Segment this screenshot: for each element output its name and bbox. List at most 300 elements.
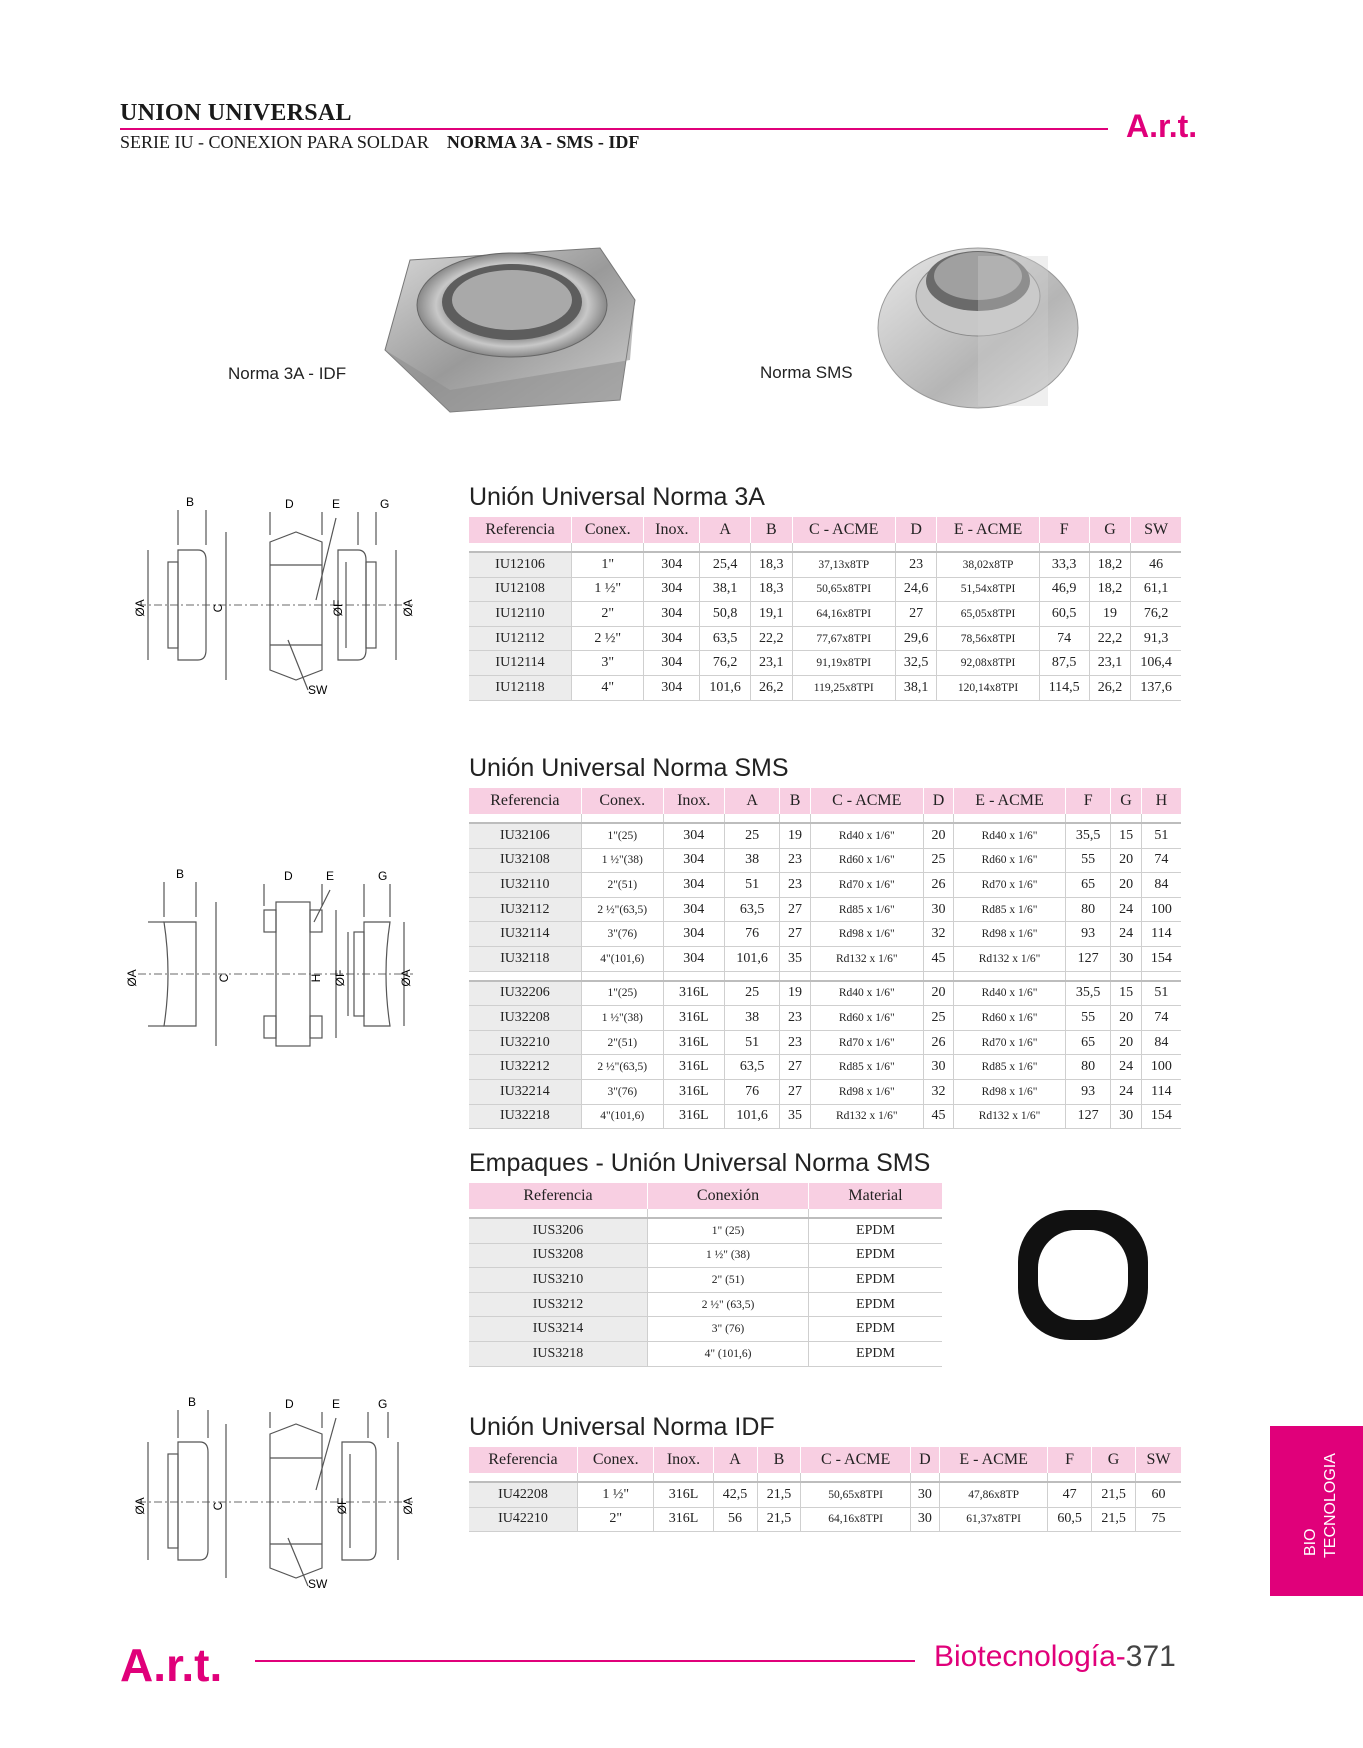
cell-last: 91,3 (1131, 626, 1181, 651)
table-3a (469, 517, 1181, 701)
cell-f: 127 (1065, 946, 1110, 971)
col-c: C - ACME (801, 1447, 910, 1473)
cell-d: 20 (923, 981, 953, 1006)
table-row (469, 626, 1181, 651)
cell-f: 47 (1048, 1482, 1092, 1507)
col-conexion: Conexión (648, 1183, 809, 1209)
cell-g: 22,2 (1089, 626, 1131, 651)
table-row (469, 552, 1181, 577)
page-subtitle (120, 132, 639, 153)
cell-g: 18,2 (1089, 552, 1131, 577)
cell-referencia: IU42208 (469, 1482, 578, 1507)
section-title-idf: Unión Universal Norma IDF (469, 1413, 775, 1441)
col-d: D (910, 1447, 939, 1473)
cell-c: 50,65x8TPI (801, 1482, 910, 1507)
cell-b: 35 (780, 946, 810, 971)
col-inox: Inox. (654, 1447, 713, 1473)
cell-f: 60,5 (1048, 1507, 1092, 1532)
cell-referencia: IU12118 (469, 675, 572, 700)
dim-sw-label: SW (308, 683, 328, 697)
cell-e: Rd132 x 1/6" (954, 1104, 1066, 1129)
cell-c: 64,16x8TPI (792, 602, 895, 627)
cell-b: 23 (780, 848, 810, 873)
table-spacer (469, 1473, 1181, 1482)
table-row (469, 1243, 942, 1268)
cell-material: EPDM (809, 1268, 943, 1293)
cell-c: Rd40 x 1/6" (810, 981, 923, 1006)
cell-referencia: IU32206 (469, 981, 581, 1006)
cell-c: Rd98 x 1/6" (810, 1079, 923, 1104)
cell-d: 25 (923, 1006, 953, 1031)
cell-conexion: 2" (51) (648, 1268, 809, 1293)
table-row (469, 946, 1181, 971)
cell-e: 51,54x8TPI (937, 577, 1039, 602)
cell-a: 38 (724, 848, 780, 873)
cell-e: 47,86x8TP (940, 1482, 1048, 1507)
cell-f: 55 (1065, 848, 1110, 873)
cell-referencia: IUS3214 (469, 1317, 648, 1342)
cell-referencia: IU32112 (469, 897, 581, 922)
cell-referencia: IUS3212 (469, 1292, 648, 1317)
photo-caption-sms: Norma SMS (760, 363, 853, 382)
table-row (469, 675, 1181, 700)
cell-f: 35,5 (1065, 981, 1110, 1006)
cell-a: 42,5 (713, 1482, 757, 1507)
col-sw: SW (1136, 1447, 1181, 1473)
dim-a-label: ØA (399, 969, 413, 987)
cell-c: Rd85 x 1/6" (810, 897, 923, 922)
section-side-tab (1270, 1426, 1363, 1596)
cell-inox: 304 (663, 848, 724, 873)
cell-referencia: IUS3208 (469, 1243, 648, 1268)
cell-e: Rd40 x 1/6" (954, 981, 1066, 1006)
cell-b: 23 (780, 1006, 810, 1031)
cell-b: 23 (780, 1030, 810, 1055)
table-row (469, 1507, 1181, 1532)
dim-e-label: E (326, 869, 335, 883)
section-title-sms: Unión Universal Norma SMS (469, 754, 789, 782)
cell-conex: 3" (572, 651, 644, 676)
table-row (469, 823, 1181, 848)
cell-material: EPDM (809, 1341, 943, 1366)
dim-h-label: H (309, 973, 323, 983)
table-header-row (469, 1447, 1181, 1473)
dim-sw-label: SW (308, 1577, 328, 1591)
col-b: B (751, 517, 793, 543)
cell-b: 23 (780, 873, 810, 898)
cell-conexion: 1" (25) (648, 1218, 809, 1243)
cell-inox: 304 (663, 823, 724, 848)
cell-inox: 316L (663, 1030, 724, 1055)
norms-text: NORMA 3A - SMS - IDF (446, 132, 640, 152)
cell-e: Rd98 x 1/6" (954, 1079, 1066, 1104)
cell-material: EPDM (809, 1243, 943, 1268)
cell-g: 26,2 (1089, 675, 1131, 700)
cell-c: 64,16x8TPI (801, 1507, 910, 1532)
cell-conexion: 1 ½" (38) (648, 1243, 809, 1268)
cell-material: EPDM (809, 1218, 943, 1243)
col-b: B (757, 1447, 801, 1473)
cell-d: 32 (923, 1079, 953, 1104)
col-e: E - ACME (937, 517, 1039, 543)
gasket-photo (1012, 1204, 1154, 1346)
cell-b: 35 (780, 1104, 810, 1129)
side-tab-line1: BIO (1302, 1528, 1319, 1556)
cell-conex: 1"(25) (581, 823, 663, 848)
cell-referencia: IU12114 (469, 651, 572, 676)
cell-conex: 1" (572, 552, 644, 577)
cell-f: 33,3 (1039, 552, 1089, 577)
cell-inox: 316L (654, 1507, 713, 1532)
cell-a: 25 (724, 823, 780, 848)
cell-e: Rd40 x 1/6" (954, 823, 1066, 848)
dim-a-label: ØA (125, 969, 139, 987)
table-row (469, 922, 1181, 947)
cell-f: 127 (1065, 1104, 1110, 1129)
cell-last: 154 (1141, 1104, 1181, 1129)
cell-last: 84 (1141, 1030, 1181, 1055)
dim-g-label: G (378, 1397, 388, 1411)
cell-f: 46,9 (1039, 577, 1089, 602)
table-spacer (469, 814, 1181, 823)
cell-last: 74 (1141, 848, 1181, 873)
table-row (469, 873, 1181, 898)
col-a: A (713, 1447, 757, 1473)
cell-g: 15 (1111, 981, 1141, 1006)
footer-section: Biotecnología- (934, 1640, 1126, 1673)
cell-b: 21,5 (757, 1482, 801, 1507)
col-conex: Conex. (572, 517, 644, 543)
cell-referencia: IU32208 (469, 1006, 581, 1031)
cell-g: 15 (1111, 823, 1141, 848)
cell-last: 114 (1141, 1079, 1181, 1104)
dim-d-label: D (285, 497, 294, 511)
cell-e: Rd60 x 1/6" (954, 1006, 1066, 1031)
table-header-row (469, 517, 1181, 543)
cell-a: 101,6 (700, 675, 751, 700)
cell-d: 26 (923, 1030, 953, 1055)
drawing-idf (128, 1390, 413, 1600)
dim-g-label: G (378, 869, 388, 883)
cell-b: 26,2 (751, 675, 793, 700)
series-text: SERIE IU - CONEXION PARA SOLDAR (120, 132, 429, 152)
cell-a: 50,8 (700, 602, 751, 627)
cell-c: Rd132 x 1/6" (810, 1104, 923, 1129)
table-row (469, 1006, 1181, 1031)
cell-last: 114 (1141, 922, 1181, 947)
table-header-row (469, 1183, 942, 1209)
cell-conex: 2"(51) (581, 873, 663, 898)
table-idf (469, 1447, 1181, 1532)
cell-material: EPDM (809, 1317, 943, 1342)
dim-g-label: G (380, 497, 390, 511)
col-material: Material (809, 1183, 943, 1209)
cell-last: 51 (1141, 823, 1181, 848)
cell-e: Rd98 x 1/6" (954, 922, 1066, 947)
cell-e: 61,37x8TPI (940, 1507, 1048, 1532)
cell-inox: 304 (663, 897, 724, 922)
cell-last: 60 (1136, 1482, 1181, 1507)
dim-e-label: E (332, 497, 341, 511)
cell-c: 119,25x8TPI (792, 675, 895, 700)
table-row (469, 1055, 1181, 1080)
page-number: 371 (1125, 1640, 1176, 1673)
drawing-sms (125, 862, 413, 1052)
cell-c: 91,19x8TPI (792, 651, 895, 676)
cell-conex: 2"(51) (581, 1030, 663, 1055)
col-d: D (923, 788, 953, 814)
drawing-3a (128, 490, 413, 700)
side-tab-line2: TECNOLOGIA (1322, 1453, 1339, 1558)
brand-logo-footer: A.r.t. (120, 1639, 223, 1691)
cell-b: 27 (780, 897, 810, 922)
dim-f-label: ØF (333, 969, 347, 987)
cell-conex: 2 ½"(63,5) (581, 1055, 663, 1080)
cell-g: 21,5 (1092, 1507, 1136, 1532)
cell-conex: 1 ½"(38) (581, 1006, 663, 1031)
cell-e: Rd85 x 1/6" (954, 1055, 1066, 1080)
cell-d: 30 (910, 1482, 939, 1507)
cell-conex: 4" (572, 675, 644, 700)
col-g: G (1089, 517, 1131, 543)
cell-b: 21,5 (757, 1507, 801, 1532)
cell-a: 63,5 (724, 897, 780, 922)
cell-conexion: 2 ½" (63,5) (648, 1292, 809, 1317)
cell-conex: 1 ½" (578, 1482, 654, 1507)
cell-d: 30 (923, 897, 953, 922)
cell-a: 76 (724, 922, 780, 947)
cell-a: 38,1 (700, 577, 751, 602)
cell-d: 30 (923, 1055, 953, 1080)
cell-a: 56 (713, 1507, 757, 1532)
cell-g: 20 (1111, 1006, 1141, 1031)
cell-c: 37,13x8TP (792, 552, 895, 577)
cell-d: 45 (923, 1104, 953, 1129)
cell-inox: 316L (663, 1104, 724, 1129)
cell-c: Rd40 x 1/6" (810, 823, 923, 848)
cell-inox: 304 (644, 675, 700, 700)
dim-c-label: C (211, 603, 225, 613)
cell-d: 29,6 (895, 626, 937, 651)
table-row (469, 1317, 942, 1342)
cell-inox: 304 (663, 922, 724, 947)
cell-last: 106,4 (1131, 651, 1181, 676)
cell-e: Rd70 x 1/6" (954, 873, 1066, 898)
cell-c: Rd60 x 1/6" (810, 848, 923, 873)
cell-inox: 316L (663, 1079, 724, 1104)
cell-f: 80 (1065, 897, 1110, 922)
cell-a: 101,6 (724, 1104, 780, 1129)
cell-last: 75 (1136, 1507, 1181, 1532)
cell-d: 26 (923, 873, 953, 898)
cell-inox: 316L (663, 1055, 724, 1080)
cell-c: 50,65x8TPI (792, 577, 895, 602)
cell-inox: 304 (663, 946, 724, 971)
col-d: D (895, 517, 937, 543)
col-b: B (780, 788, 810, 814)
cell-referencia: IUS3206 (469, 1218, 648, 1243)
dim-b-label: B (187, 1395, 197, 1409)
cell-g: 24 (1111, 1079, 1141, 1104)
cell-e: Rd70 x 1/6" (954, 1030, 1066, 1055)
table-spacer (469, 971, 1181, 981)
cell-f: 114,5 (1039, 675, 1089, 700)
cell-d: 27 (895, 602, 937, 627)
col-g: G (1092, 1447, 1136, 1473)
cell-f: 65 (1065, 873, 1110, 898)
cell-e: 38,02x8TP (937, 552, 1039, 577)
col-c: C - ACME (810, 788, 923, 814)
table-row (469, 602, 1181, 627)
cell-b: 22,2 (751, 626, 793, 651)
cell-referencia: IU32110 (469, 873, 581, 898)
cell-a: 76 (724, 1079, 780, 1104)
cell-inox: 316L (654, 1482, 713, 1507)
cell-inox: 304 (663, 873, 724, 898)
cell-e: Rd60 x 1/6" (954, 848, 1066, 873)
cell-last: 51 (1141, 981, 1181, 1006)
cell-a: 101,6 (724, 946, 780, 971)
cell-conex: 2 ½" (572, 626, 644, 651)
cell-conex: 1"(25) (581, 981, 663, 1006)
dim-f-label: ØF (331, 599, 345, 617)
col-g: G (1111, 788, 1141, 814)
dim-e-label: E (332, 1397, 341, 1411)
cell-d: 45 (923, 946, 953, 971)
cell-g: 18,2 (1089, 577, 1131, 602)
cell-c: Rd85 x 1/6" (810, 1055, 923, 1080)
cell-f: 55 (1065, 1006, 1110, 1031)
col-e: E - ACME (940, 1447, 1048, 1473)
cell-f: 74 (1039, 626, 1089, 651)
col-e: E - ACME (954, 788, 1066, 814)
cell-a: 76,2 (700, 651, 751, 676)
table-gaskets (469, 1183, 942, 1367)
cell-a: 51 (724, 1030, 780, 1055)
table-row (469, 577, 1181, 602)
cell-referencia: IUS3218 (469, 1341, 648, 1366)
table-spacer (469, 1209, 942, 1218)
cell-inox: 304 (644, 651, 700, 676)
table-row (469, 897, 1181, 922)
dim-d-label: D (284, 869, 293, 883)
cell-conex: 1 ½"(38) (581, 848, 663, 873)
cell-inox: 316L (663, 981, 724, 1006)
col-a: A (724, 788, 780, 814)
cell-a: 63,5 (700, 626, 751, 651)
photo-caption-3a-idf: Norma 3A - IDF (228, 364, 347, 383)
cell-c: Rd132 x 1/6" (810, 946, 923, 971)
cell-referencia: IU32210 (469, 1030, 581, 1055)
cell-g: 24 (1111, 922, 1141, 947)
cell-g: 30 (1111, 1104, 1141, 1129)
cell-last: 61,1 (1131, 577, 1181, 602)
table-row (469, 981, 1181, 1006)
cell-referencia: IU32118 (469, 946, 581, 971)
cell-referencia: IU32218 (469, 1104, 581, 1129)
brand-logo-top: A.r.t. (1126, 108, 1198, 144)
section-title-gaskets: Empaques - Unión Universal Norma SMS (469, 1149, 931, 1177)
cell-last: 76,2 (1131, 602, 1181, 627)
col-h: H (1141, 788, 1181, 814)
dim-a-label: ØA (133, 599, 147, 617)
col-referencia: Referencia (469, 788, 581, 814)
cell-a: 63,5 (724, 1055, 780, 1080)
col-conex: Conex. (578, 1447, 654, 1473)
col-f: F (1065, 788, 1110, 814)
cell-e: 65,05x8TPI (937, 602, 1039, 627)
cell-inox: 316L (663, 1006, 724, 1031)
cell-e: Rd132 x 1/6" (954, 946, 1066, 971)
col-referencia: Referencia (469, 1447, 578, 1473)
cell-referencia: IU32106 (469, 823, 581, 848)
cell-conex: 3"(76) (581, 922, 663, 947)
col-sw: SW (1131, 517, 1181, 543)
cell-inox: 304 (644, 577, 700, 602)
cell-last: 84 (1141, 873, 1181, 898)
cell-g: 24 (1111, 1055, 1141, 1080)
cell-referencia: IUS3210 (469, 1268, 648, 1293)
col-inox: Inox. (644, 517, 700, 543)
dim-c-label: C (211, 1501, 225, 1511)
col-f: F (1048, 1447, 1092, 1473)
table-row (469, 848, 1181, 873)
col-referencia: Referencia (469, 1183, 648, 1209)
col-inox: Inox. (663, 788, 724, 814)
section-title-3a: Unión Universal Norma 3A (469, 483, 765, 511)
col-f: F (1039, 517, 1089, 543)
cell-b: 19,1 (751, 602, 793, 627)
table-row (469, 1268, 942, 1293)
cell-d: 20 (923, 823, 953, 848)
cell-f: 80 (1065, 1055, 1110, 1080)
table-row (469, 1218, 942, 1243)
cell-inox: 304 (644, 552, 700, 577)
cell-f: 60,5 (1039, 602, 1089, 627)
cell-a: 38 (724, 1006, 780, 1031)
cell-e: 120,14x8TPI (937, 675, 1039, 700)
cell-conex: 3"(76) (581, 1079, 663, 1104)
cell-g: 24 (1111, 897, 1141, 922)
dim-b-label: B (185, 495, 195, 509)
cell-referencia: IU32114 (469, 922, 581, 947)
cell-conexion: 4" (101,6) (648, 1341, 809, 1366)
header-rule (120, 128, 1108, 130)
cell-conex: 4"(101,6) (581, 1104, 663, 1129)
cell-last: 100 (1141, 1055, 1181, 1080)
dim-f-label: ØF (335, 1497, 349, 1515)
cell-inox: 304 (644, 626, 700, 651)
page-title: UNION UNIVERSAL (120, 100, 352, 126)
cell-d: 23 (895, 552, 937, 577)
cell-last: 46 (1131, 552, 1181, 577)
cell-e: Rd85 x 1/6" (954, 897, 1066, 922)
col-c: C - ACME (792, 517, 895, 543)
cell-b: 27 (780, 1079, 810, 1104)
cell-b: 23,1 (751, 651, 793, 676)
cell-c: 77,67x8TPI (792, 626, 895, 651)
col-referencia: Referencia (469, 517, 572, 543)
cell-g: 30 (1111, 946, 1141, 971)
cell-b: 18,3 (751, 552, 793, 577)
cell-d: 30 (910, 1507, 939, 1532)
cell-referencia: IU12110 (469, 602, 572, 627)
dim-a-label: ØA (133, 1497, 147, 1515)
footer-rule (255, 1660, 915, 1662)
cell-f: 93 (1065, 922, 1110, 947)
cell-b: 27 (780, 922, 810, 947)
table-spacer (469, 543, 1181, 552)
